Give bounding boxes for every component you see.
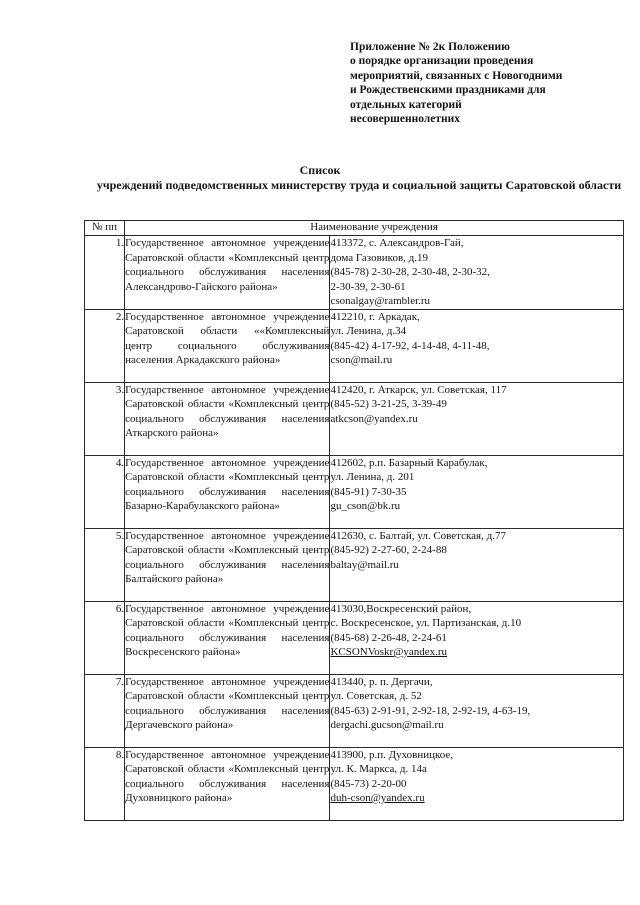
institution-contacts — [330, 674, 624, 747]
email-text: duh-cson@yandex.ru — [330, 792, 425, 804]
contact-line: 413440, р. п. Дергачи, — [330, 675, 433, 688]
institution-contacts — [330, 747, 624, 820]
email-text: baltay@mail.ru — [330, 558, 399, 571]
table-row — [85, 455, 624, 528]
contact-line: (845-92) 2-27-60, 2-24-88 — [330, 544, 447, 556]
contact-line: 412420, г. Аткарск, ул. Советская, 117 — [330, 383, 507, 396]
institution-name: Государственное автономное учреждение Саратовской области ««Комплексный центр социального обслуживания населения Аркадакского района» — [125, 309, 330, 382]
appendix-line: мероприятий, связанных с Новогодними — [350, 69, 563, 82]
institution-contacts — [330, 236, 624, 310]
contact-line: 413900, р.п. Духовницкое, — [330, 748, 454, 761]
table-row — [85, 309, 624, 382]
appendix-line: о порядке организации проведения — [350, 55, 534, 68]
email-text: csonalgay@rambler.ru — [330, 295, 431, 307]
contact-line: (845-73) 2-20-00 — [330, 777, 407, 790]
row-number: 7. — [85, 674, 125, 747]
contact-line: 412602, р.п. Базарный Карабулак, — [330, 456, 488, 469]
contact-line: (845-91) 7-30-35 — [330, 485, 407, 498]
contact-line: дома Газовиков, д.19 — [330, 251, 428, 264]
row-number: 1. — [85, 236, 125, 310]
institution-name: Государственное автономное учреждение Саратовской области «Комплексный центр социального обслуживания населения Александрово-Гайского района» — [125, 236, 330, 310]
row-number: 5. — [85, 528, 125, 601]
list-title: Список — [299, 163, 341, 177]
list-subtitle: учреждений подведомственных министерству труда и социальной защиты Саратовской области — [96, 178, 622, 192]
row-number: 3. — [85, 382, 125, 455]
email-text: atkcson@yandex.ru — [330, 412, 418, 425]
row-number: 8. — [85, 747, 125, 820]
institution-contacts — [330, 382, 624, 455]
institution-name: Государственное автономное учреждение Саратовской области «Комплексный центр социального обслуживания населения Балтайского района» — [125, 528, 330, 601]
contact-line: 412210, г. Аркадак, — [330, 310, 420, 323]
contact-line: ул. Советская, д. 52 — [330, 690, 422, 702]
header-num: № пп — [85, 221, 125, 236]
institution-contacts — [330, 455, 624, 528]
contact-line: (845-78) 2-30-28, 2-30-48, 2-30-32, — [330, 266, 490, 278]
institution-name: Государственное автономное учреждение Саратовской области «Комплексный центр социального обслуживания населения Духовницкого района» — [125, 747, 330, 820]
email-text: gu_cson@bk.ru — [330, 500, 401, 512]
header-name: Наименование учреждения — [125, 221, 624, 236]
appendix-line: несовершеннолетних — [350, 113, 461, 126]
contact-line: 413372, с. Александров-Гай, — [330, 237, 464, 249]
institutions-table — [84, 220, 624, 821]
institution-contacts — [330, 309, 624, 382]
contact-line: ул. Ленина, д. 201 — [330, 471, 415, 483]
institution-name: Государственное автономное учреждение Саратовской области «Комплексный центр социального обслуживания населения Аткарского района» — [125, 382, 330, 455]
table-row — [85, 747, 624, 820]
email-text: dergachi.gucson@mail.ru — [330, 719, 444, 731]
contact-line: 412630, с. Балтай, ул. Советская, д.77 — [330, 529, 506, 542]
institution-contacts — [330, 528, 624, 601]
contact-line: ул. Ленина, д.34 — [330, 325, 407, 337]
row-number: 4. — [85, 455, 125, 528]
contact-line: 413030,Воскресенский район, — [330, 602, 472, 615]
table-row — [85, 674, 624, 747]
institution-name: Государственное автономное учреждение Саратовской области «Комплексный центр социального обслуживания населения Дергачевского района» — [125, 674, 330, 747]
email-text: KCSONVoskr@yandex.ru — [330, 646, 448, 658]
institution-contacts — [330, 601, 624, 674]
contact-line: ул. К. Маркса, д. 14а — [330, 763, 427, 775]
contact-line: (845-42) 4-17-92, 4-14-48, 4-11-48, — [330, 339, 490, 352]
institution-name: Государственное автономное учреждение Саратовской области «Комплексный центр социального обслуживания населения Базарно-Карабулакского района» — [125, 455, 330, 528]
email-text: cson@mail.ru — [330, 354, 393, 366]
table-row — [85, 236, 624, 310]
table-row — [85, 528, 624, 601]
contact-line: (845-63) 2-91-91, 2-92-18, 2-92-19, 4-63-19, — [330, 704, 531, 717]
appendix-line: и Рождественскими праздниками для — [350, 84, 546, 97]
table-row — [85, 382, 624, 455]
appendix-line: отдельных категорий — [350, 98, 462, 111]
institution-name: Государственное автономное учреждение Саратовской области «Комплексный центр социального обслуживания населения Воскресенского района» — [125, 601, 330, 674]
appendix-note — [350, 40, 620, 126]
contact-line: (845-68) 2-26-48, 2-24-61 — [330, 631, 447, 644]
appendix-line: Приложение № 2к Положению — [350, 41, 510, 53]
row-number: 6. — [85, 601, 125, 674]
table-row — [85, 601, 624, 674]
contact-line: с. Воскресенское, ул. Партизанская, д.10 — [330, 617, 522, 629]
contact-line: (845-52) 3-21-25, 3-39-49 — [330, 398, 447, 410]
table-header-row — [85, 221, 624, 236]
row-number: 2. — [85, 309, 125, 382]
contact-line: 2-30-39, 2-30-61 — [330, 280, 406, 293]
